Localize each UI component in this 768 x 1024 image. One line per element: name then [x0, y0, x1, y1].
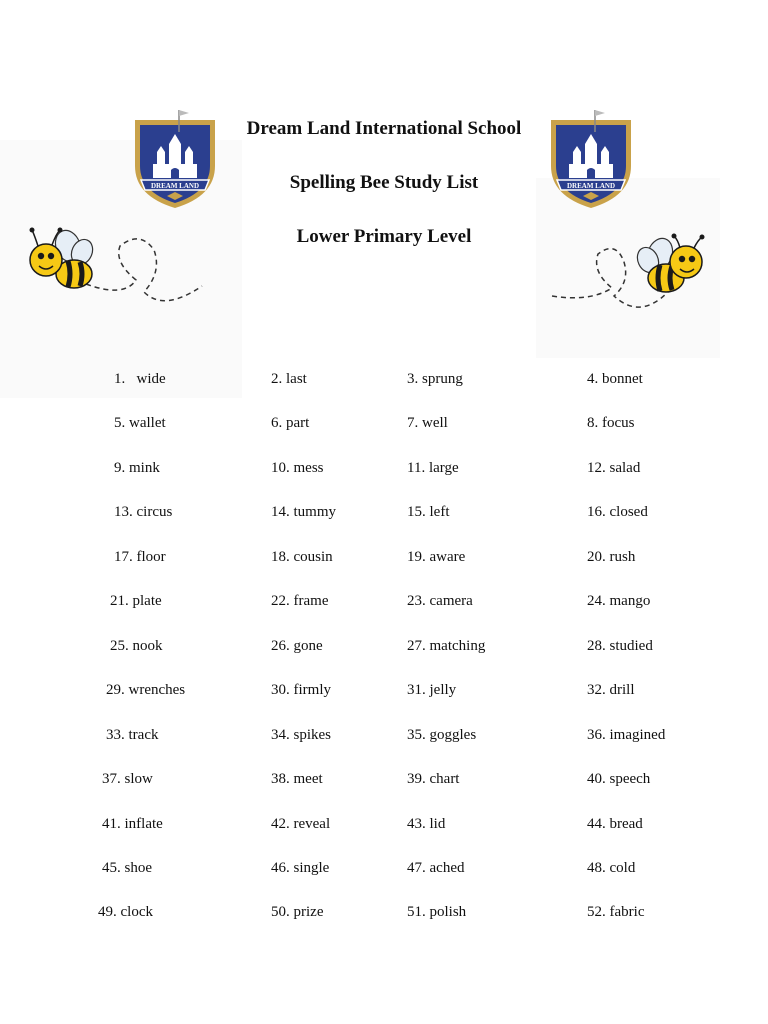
word-entry: 3. sprung: [407, 371, 463, 387]
word-entry: 46. single: [271, 860, 330, 876]
word-entry: 49. clock: [98, 904, 153, 920]
crest-banner-text: DREAM LAND: [150, 182, 200, 190]
word-entry: 12. salad: [587, 460, 641, 476]
word-entry: 41. inflate: [102, 816, 163, 832]
word-entry: 23. camera: [407, 593, 473, 609]
word-entry: 10. mess: [271, 460, 324, 476]
word-entry: 47. ached: [407, 860, 465, 876]
word-entry: 50. prize: [271, 904, 324, 920]
word-entry: 42. reveal: [271, 816, 331, 832]
word-entry: 52. fabric: [587, 904, 645, 920]
word-entry: 38. meet: [271, 771, 323, 787]
school-name: Dream Land International School: [246, 118, 522, 139]
word-entry: 16. closed: [587, 504, 648, 520]
word-entry: 13. circus: [114, 504, 173, 520]
word-entry: 17. floor: [114, 549, 166, 565]
word-entry: 1. wide: [114, 371, 166, 387]
word-entry: 8. focus: [587, 415, 635, 431]
word-entry: 7. well: [407, 415, 448, 431]
word-entry: 31. jelly: [407, 682, 457, 698]
word-entry: 43. lid: [407, 816, 446, 832]
word-entry: 2. last: [271, 371, 307, 387]
word-entry: 11. large: [407, 460, 459, 476]
word-entry: 40. speech: [587, 771, 651, 787]
word-entry: 19. aware: [407, 549, 466, 565]
word-entry: 39. chart: [407, 771, 460, 787]
page-title: Spelling Bee Study List: [289, 172, 479, 193]
word-entry: 29. wrenches: [106, 682, 186, 698]
word-entry: 44. bread: [587, 816, 643, 832]
word-entry: 32. drill: [587, 682, 635, 698]
word-entry: 30. firmly: [271, 682, 331, 698]
school-crest-logo-left: [127, 108, 223, 212]
flight-path: [86, 239, 202, 301]
word-entry: 37. slow: [102, 771, 153, 787]
word-entry: 26. gone: [271, 638, 323, 654]
level-title: Lower Primary Level: [296, 226, 472, 247]
word-entry: 34. spikes: [271, 727, 331, 743]
word-entry: 28. studied: [587, 638, 653, 654]
word-entry: 21. plate: [110, 593, 162, 609]
crest-banner-text: DREAM LAND: [566, 182, 616, 190]
bee-illustration-right: [550, 232, 710, 324]
word-entry: 20. rush: [587, 549, 636, 565]
word-entry: 27. matching: [407, 638, 486, 654]
word-entry: 14. tummy: [271, 504, 337, 520]
word-entry: 4. bonnet: [587, 371, 643, 387]
word-entry: 45. shoe: [102, 860, 152, 876]
word-entry: 24. mango: [587, 593, 651, 609]
word-entry: 36. imagined: [587, 727, 666, 743]
school-crest-logo-right: [543, 108, 639, 212]
word-entry: 48. cold: [587, 860, 636, 876]
word-entry: 22. frame: [271, 593, 329, 609]
word-entry: 18. cousin: [271, 549, 333, 565]
word-entry: 35. goggles: [407, 727, 477, 743]
word-entry: 5. wallet: [114, 415, 166, 431]
bee-illustration-left: [24, 222, 214, 314]
word-entry: 51. polish: [407, 904, 467, 920]
word-entry: 9. mink: [114, 460, 160, 476]
word-entry: 25. nook: [110, 638, 163, 654]
word-entry: 6. part: [271, 415, 310, 431]
word-entry: 15. left: [407, 504, 450, 520]
word-entry: 33. track: [106, 727, 159, 743]
